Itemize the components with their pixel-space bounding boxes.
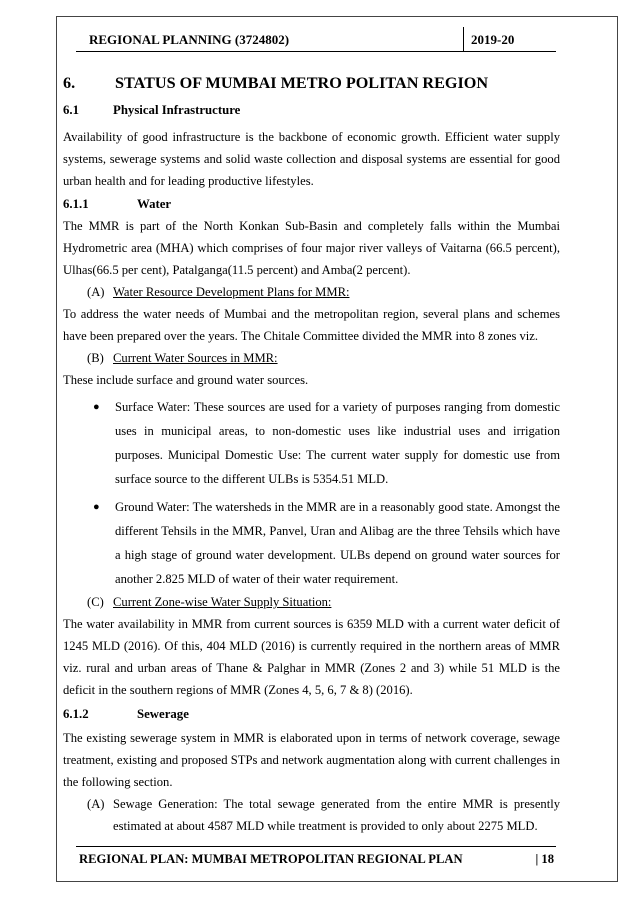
section-heading [63, 74, 560, 93]
bullet-text: Ground Water: The watersheds in the MMR are in a reasonably good state. Amongst the different Tehsils in the MMR, Panvel, Uran and Alibag are the three Tehsils which have a high stage of ground water development. ULBs depend on ground water sources for another 2.825 MLD of water of their water requirement. [115, 500, 560, 586]
list-item [63, 495, 560, 591]
item-label: (A) [87, 285, 105, 299]
page-header [76, 27, 556, 52]
item-a-sewage-generation [63, 793, 560, 837]
subsection-heading-6-1 [63, 99, 560, 121]
bullet-icon: ● [93, 401, 100, 413]
footer-title: REGIONAL PLAN: MUMBAI METROPOLITAN REGIONAL PLAN [79, 852, 463, 866]
subsection-heading-6-1-2 [63, 703, 560, 725]
subsection-number: 6.1 [63, 103, 79, 117]
section-number: 6. [63, 74, 76, 92]
item-title: Current Water Sources in MMR: [113, 351, 278, 365]
subsection-title: Physical Infrastructure [113, 103, 241, 117]
subsection-number: 6.1.1 [63, 197, 89, 211]
item-label: (B) [87, 351, 104, 365]
item-b-water-sources [63, 347, 560, 369]
paragraph-water: The MMR is part of the North Konkan Sub-Basin and completely falls within the Mumbai Hydrometric area (MHA) which comprises of four major river valleys of Vaitarna (66.5 percent), Ulhas(66.5 per cent), Patalganga(11.5 percent) and Amba(2 percent). [63, 219, 560, 277]
paragraph-water-plans: To address the water needs of Mumbai and the metropolitan region, several plans and schemes have been prepared over the years. The Chitale Committee divided the MMR into 8 zones viz. [63, 307, 560, 343]
page-number: | 18 [535, 852, 554, 866]
paragraph-zone-supply: The water availability in MMR from current sources is 6359 MLD with a current water deficit of 1245 MLD (2016). Of this, 404 MLD (2016) is currently required in the northern areas of MMR viz. rural and urban areas of Thane & Palghar in MMR (Zones 2 and 3) while 51 MLD is the deficit in the southern regions of MMR (Zones 4, 5, 6, 7 & 8) (2016). [63, 617, 560, 697]
header-course: REGIONAL PLANNING (3724802) [89, 32, 290, 47]
item-label: (A) [87, 797, 105, 811]
header-year: 2019-20 [471, 32, 515, 47]
page-content [63, 70, 560, 837]
list-item [63, 395, 560, 491]
item-title: Current Zone-wise Water Supply Situation: [113, 595, 332, 609]
subsection-title: Sewerage [137, 707, 189, 721]
item-text: Sewage Generation: The total sewage generated from the entire MMR is presently estimated at about 4587 MLD while treatment is provided to only about 2275 MLD. [113, 797, 560, 833]
item-label: (C) [87, 595, 104, 609]
subsection-heading-6-1-1 [63, 193, 560, 215]
header-divider [463, 27, 464, 51]
item-title: Water Resource Development Plans for MMR: [113, 285, 350, 299]
paragraph-sewerage: The existing sewerage system in MMR is elaborated upon in terms of network coverage, sewage treatment, existing and proposed STPs and network augmentation along with current challenges in the following section. [63, 731, 560, 789]
paragraph-water-sources: These include surface and ground water sources. [63, 373, 309, 387]
bullet-text: Surface Water: These sources are used for a variety of purposes ranging from domestic uses in municipal areas, to non-domestic uses like industrial uses and irrigation purposes. Municipal Domestic Use: The current water supply for domestic use from surface source to the different ULBs is 5354.51 MLD. [115, 400, 560, 486]
item-a-water-plans [63, 281, 560, 303]
subsection-number: 6.1.2 [63, 707, 89, 721]
subsection-title: Water [137, 197, 172, 211]
section-title: STATUS OF MUMBAI METRO POLITAN REGION [115, 74, 489, 92]
item-c-zone-supply [63, 591, 560, 613]
bullet-icon: ● [93, 501, 100, 513]
page-footer [76, 846, 556, 869]
paragraph-infrastructure: Availability of good infrastructure is the backbone of economic growth. Efficient water supply systems, sewerage systems and solid waste collection and disposal systems are essential for good urban health and for leading productive lifestyles. [63, 130, 560, 188]
